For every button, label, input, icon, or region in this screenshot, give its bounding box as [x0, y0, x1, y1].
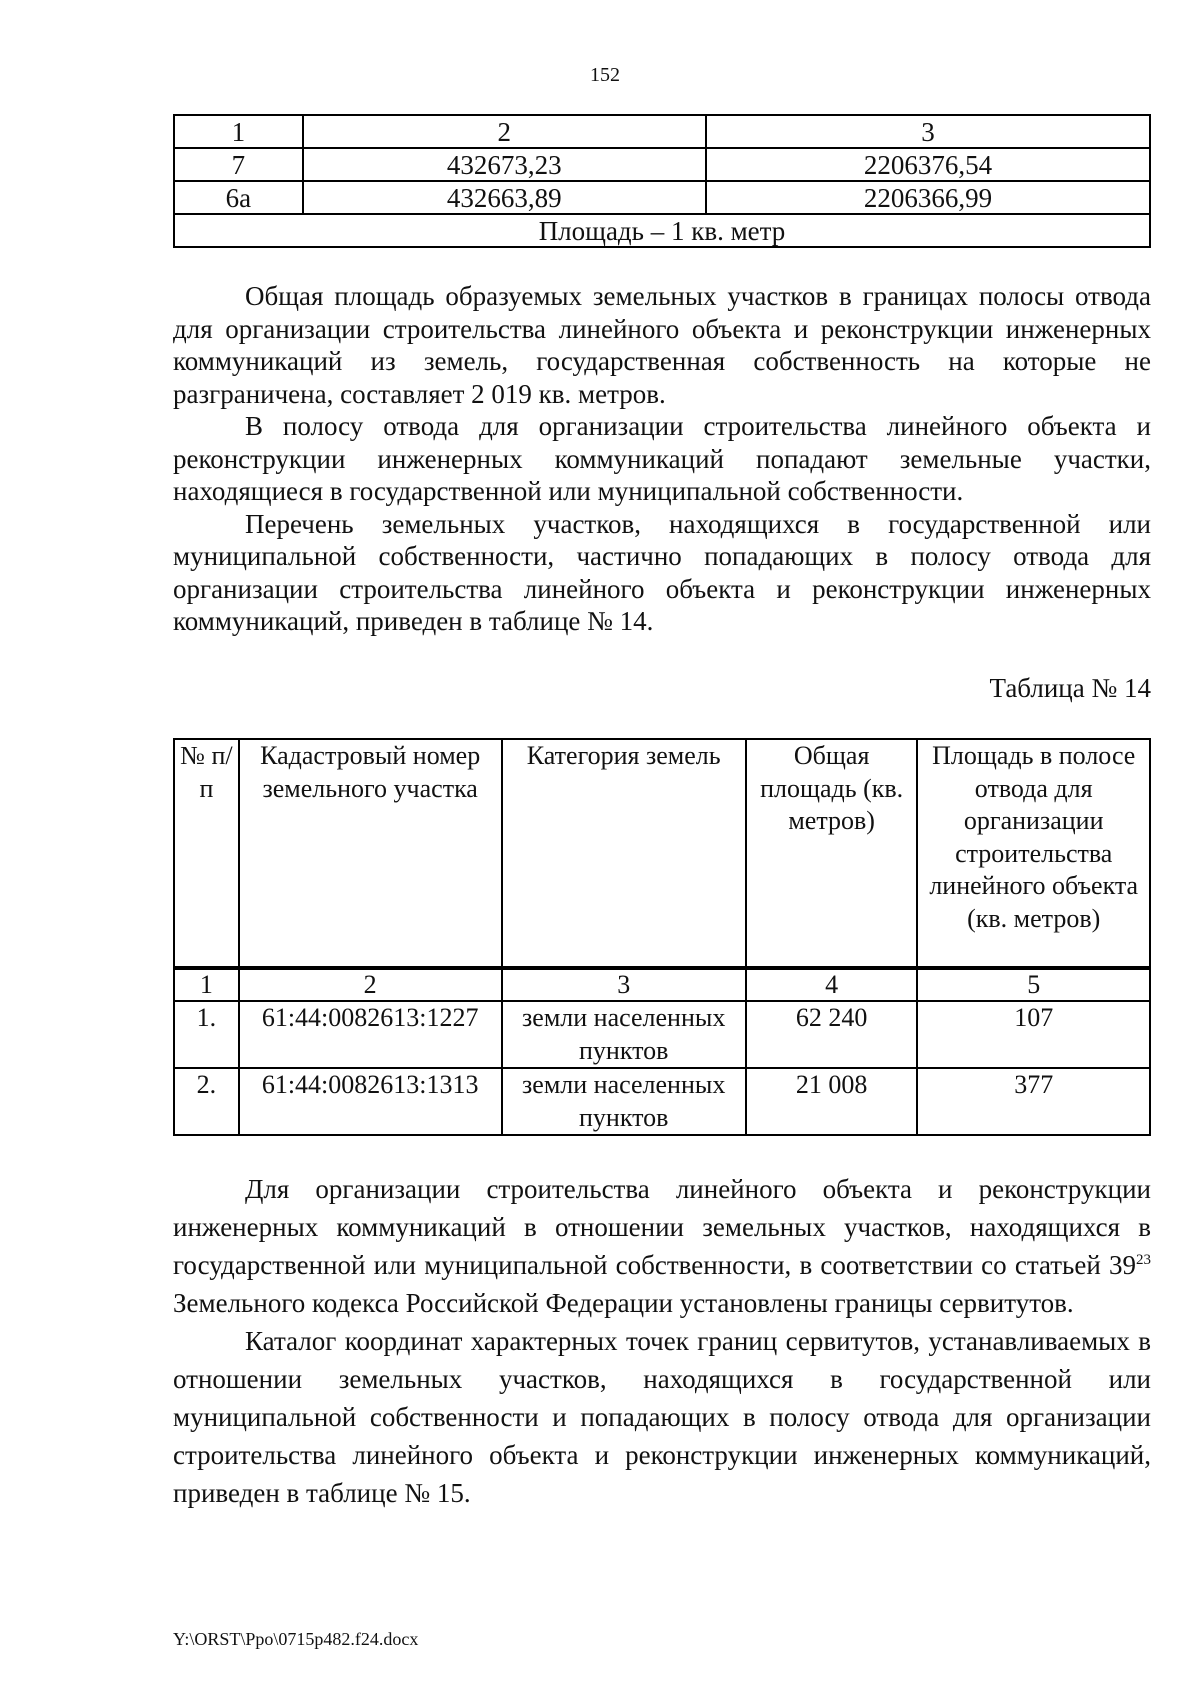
- coordinate-y: 2206376,54: [706, 148, 1150, 181]
- column-header: Площадь в полосе отвода для организации строительства линейного объекта (кв. метров): [917, 739, 1150, 968]
- column-number-row: [174, 968, 1150, 1001]
- table-cell: 2: [303, 115, 706, 148]
- paragraph: Общая площадь образуемых земельных участков в границах полосы отвода для организации строительства линейного объекта и реконструкции инженерных коммуникаций из земель, государственная собственность на которые не разграничена, составляет 2 019 кв. метров.: [173, 281, 1151, 409]
- column-header: № п/п: [174, 739, 239, 968]
- area-total: Площадь – 1 кв. метр: [174, 214, 1150, 247]
- coordinate-x: 432663,89: [303, 181, 706, 214]
- page-number: 152: [590, 64, 620, 86]
- cadastral-number: 61:44:0082613:1227: [239, 1001, 502, 1068]
- table-cell: 5: [917, 968, 1150, 1001]
- coordinates-table: [173, 114, 1151, 248]
- text-block-2: [173, 1170, 1151, 1512]
- paragraph-text: Для организации строительства линейного объекта и реконструкции инженерных коммуникаций в отношении земельных участков, находящихся в государственной или муниципальной собственности, в соответствии со статьей 39: [173, 1174, 1151, 1280]
- column-header: Кадастровый номер земельного участка: [239, 739, 502, 968]
- paragraph: [173, 1170, 1151, 1322]
- table-caption: Таблица № 14: [989, 673, 1151, 703]
- superscript: 23: [1136, 1252, 1151, 1268]
- total-area: 62 240: [746, 1001, 918, 1068]
- text-block-1: [173, 280, 1151, 638]
- coordinate-y: 2206366,99: [706, 181, 1150, 214]
- table-row: [174, 181, 1150, 214]
- area-in-strip: 107: [917, 1001, 1150, 1068]
- land-plots-table: [173, 738, 1151, 1136]
- paragraph: Перечень земельных участков, находящихся в государственной или муниципальной собственности, частично попадающих в полосу отвода для организации строительства линейного объекта и реконструкции инженерных коммуникаций, приведен в таблице № 14.: [173, 508, 1151, 636]
- table-cell: 3: [502, 968, 746, 1001]
- file-path-footer: Y:\ORST\Ppo\0715p482.f24.docx: [173, 1629, 419, 1649]
- row-number: 2.: [174, 1068, 239, 1135]
- paragraph-text: Земельного кодекса Российской Федерации установлены границы сервитутов.: [173, 1288, 1074, 1318]
- area-in-strip: 377: [917, 1068, 1150, 1135]
- total-area: 21 008: [746, 1068, 918, 1135]
- table-footer-row: [174, 214, 1150, 247]
- table-row: [174, 148, 1150, 181]
- table-row: [174, 1001, 1150, 1068]
- table-header-row: [174, 739, 1150, 968]
- table-cell: 1: [174, 968, 239, 1001]
- land-category: земли населенных пунктов: [502, 1068, 746, 1135]
- paragraph: В полосу отвода для организации строительства линейного объекта и реконструкции инженерных коммуникаций попадают земельные участки, находящиеся в государственной или муниципальной собственности.: [173, 411, 1151, 506]
- point-number: 6а: [174, 181, 303, 214]
- point-number: 7: [174, 148, 303, 181]
- table-cell: 3: [706, 115, 1150, 148]
- table-header-row: [174, 115, 1150, 148]
- table-row: [174, 1068, 1150, 1135]
- cadastral-number: 61:44:0082613:1313: [239, 1068, 502, 1135]
- column-header: Категория земель: [502, 739, 746, 968]
- row-number: 1.: [174, 1001, 239, 1068]
- table-cell: 4: [746, 968, 918, 1001]
- table-cell: 1: [174, 115, 303, 148]
- coordinate-x: 432673,23: [303, 148, 706, 181]
- table-cell: 2: [239, 968, 502, 1001]
- land-category: земли населенных пунктов: [502, 1001, 746, 1068]
- paragraph: Каталог координат характерных точек границ сервитутов, устанавливаемых в отношении земельных участков, находящихся в государственной или муниципальной собственности и попадающих в полосу отвода для организации строительства линейного объекта и реконструкции инженерных коммуникаций, приведен в таблице № 15.: [173, 1326, 1151, 1508]
- column-header: Общая площадь (кв. метров): [746, 739, 918, 968]
